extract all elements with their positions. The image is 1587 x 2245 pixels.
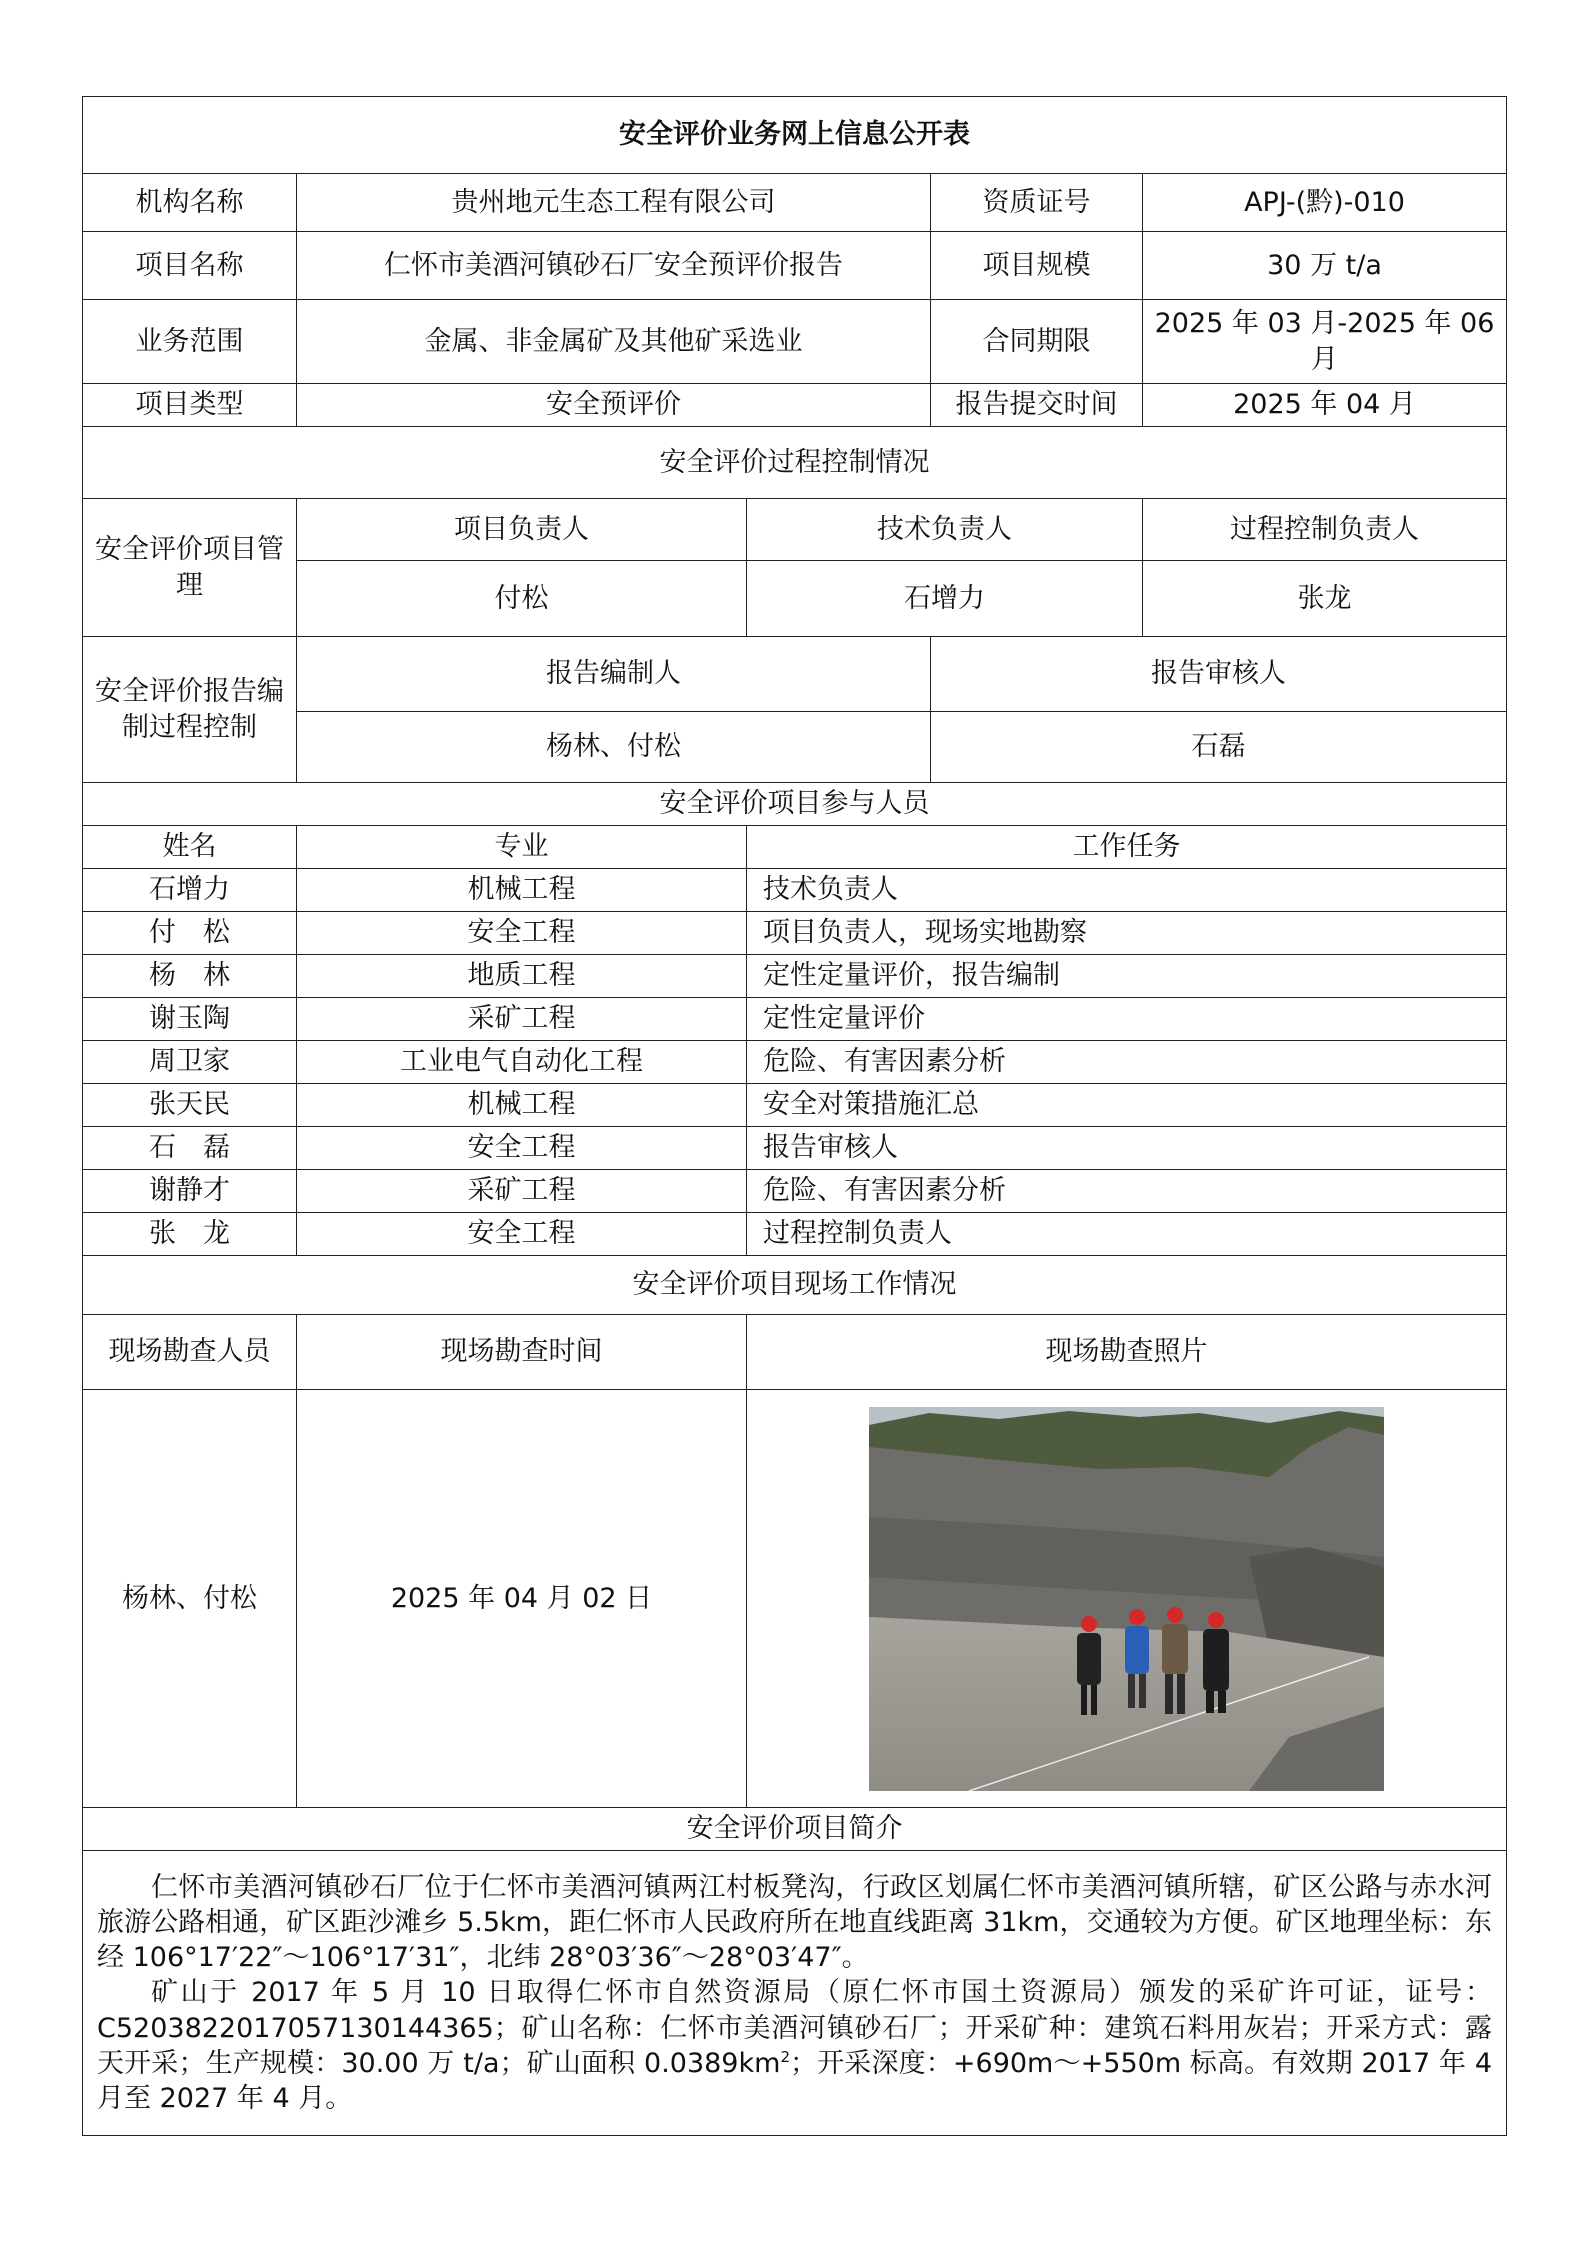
submit-value: 2025 年 04 月 <box>1143 384 1507 427</box>
site-photo-cell <box>747 1390 1507 1808</box>
staff-task: 危险、有害因素分析 <box>747 1041 1507 1084</box>
staff-major: 工业电气自动化工程 <box>297 1041 747 1084</box>
staff-name: 张天民 <box>83 1084 297 1127</box>
staff-row <box>83 912 1507 955</box>
site-time-value: 2025 年 04 月 02 日 <box>297 1390 747 1808</box>
project-value: 仁怀市美酒河镇砂石厂安全预评价报告 <box>297 232 931 300</box>
staff-header-name: 姓名 <box>83 826 297 869</box>
staff-major: 安全工程 <box>297 1127 747 1170</box>
submit-label: 报告提交时间 <box>931 384 1143 427</box>
staff-row <box>83 955 1507 998</box>
intro-body <box>83 1851 1507 2136</box>
compiler-label: 报告编制人 <box>297 637 931 712</box>
staff-name: 付 松 <box>83 912 297 955</box>
staff-name: 谢玉陶 <box>83 998 297 1041</box>
site-time-label: 现场勘查时间 <box>297 1315 747 1390</box>
disclosure-table <box>82 96 1507 2136</box>
staff-name: 周卫家 <box>83 1041 297 1084</box>
staff-task: 技术负责人 <box>747 869 1507 912</box>
staff-major: 安全工程 <box>297 1213 747 1256</box>
staff-header-major: 专业 <box>297 826 747 869</box>
page-title: 安全评价业务网上信息公开表 <box>83 97 1507 174</box>
staff-task: 项目负责人，现场实地勘察 <box>747 912 1507 955</box>
process-lead-value: 张龙 <box>1143 561 1507 637</box>
process-lead-label: 过程控制负责人 <box>1143 499 1507 561</box>
staff-name: 张 龙 <box>83 1213 297 1256</box>
staff-major: 安全工程 <box>297 912 747 955</box>
intro-paragraph-2 <box>97 1975 1492 2115</box>
reviewer-value: 石磊 <box>931 712 1507 783</box>
report-control-label: 安全评价报告编制过程控制 <box>83 637 297 783</box>
compiler-value: 杨林、付松 <box>297 712 931 783</box>
staff-name: 石增力 <box>83 869 297 912</box>
intro-section-title: 安全评价项目简介 <box>83 1808 1507 1851</box>
site-people-label: 现场勘查人员 <box>83 1315 297 1390</box>
term-label: 合同期限 <box>931 300 1143 384</box>
staff-name: 石 磊 <box>83 1127 297 1170</box>
staff-task: 危险、有害因素分析 <box>747 1170 1507 1213</box>
site-section-title: 安全评价项目现场工作情况 <box>83 1256 1507 1315</box>
scale-label: 项目规模 <box>931 232 1143 300</box>
intro-p2-part-b: ；开采深度：+690m～+550m 标高。有效期 2017 年 4 月至 2027 年 4 月。 <box>97 2047 1493 2114</box>
staff-row <box>83 869 1507 912</box>
staff-major: 地质工程 <box>297 955 747 998</box>
staff-major: 采矿工程 <box>297 1170 747 1213</box>
scope-label: 业务范围 <box>83 300 297 384</box>
staff-row <box>83 998 1507 1041</box>
project-lead-label: 项目负责人 <box>297 499 747 561</box>
staff-row <box>83 1170 1507 1213</box>
org-value: 贵州地元生态工程有限公司 <box>297 174 931 232</box>
staff-row <box>83 1213 1507 1256</box>
tech-lead-label: 技术负责人 <box>747 499 1143 561</box>
staff-task: 过程控制负责人 <box>747 1213 1507 1256</box>
intro-paragraph-1: 仁怀市美酒河镇砂石厂位于仁怀市美酒河镇两江村板凳沟，行政区划属仁怀市美酒河镇所辖，矿区公路与赤水河旅游公路相通，矿区距沙滩乡 5.5km，距仁怀市人民政府所在地直线距离 31km，交通较为方便。矿区地理坐标：东经 106°17′22″～106°17′31″，北纬 28°03′36″～28°03′47″。 <box>97 1872 1493 1974</box>
site-people-value: 杨林、付松 <box>83 1390 297 1808</box>
cert-value: APJ-(黔)-010 <box>1143 174 1507 232</box>
staff-major: 机械工程 <box>297 869 747 912</box>
staff-major: 采矿工程 <box>297 998 747 1041</box>
reviewer-label: 报告审核人 <box>931 637 1507 712</box>
type-value: 安全预评价 <box>297 384 931 427</box>
term-value: 2025 年 03 月-2025 年 06 月 <box>1143 300 1507 384</box>
intro-p2-superscript: 2 <box>780 2047 790 2066</box>
tech-lead-value: 石增力 <box>747 561 1143 637</box>
intro-p2-part-a: 矿山于 2017 年 5 月 10 日取得仁怀市自然资源局（原仁怀市国土资源局）颁发的采矿许可证，证号：C5203822017057130144365；矿山名称：仁怀市美酒河镇砂石厂；开采矿种：建筑石料用灰岩；开采方式：露天开采；生产规模：30.00 万 t/a；矿山面积 0.0389km <box>97 1977 1493 2079</box>
staff-task: 安全对策措施汇总 <box>747 1084 1507 1127</box>
org-label: 机构名称 <box>83 174 297 232</box>
staff-row <box>83 1041 1507 1084</box>
site-photo-label: 现场勘查照片 <box>747 1315 1507 1390</box>
type-label: 项目类型 <box>83 384 297 427</box>
scale-value: 30 万 t/a <box>1143 232 1507 300</box>
staff-task: 报告审核人 <box>747 1127 1507 1170</box>
project-lead-value: 付松 <box>297 561 747 637</box>
project-label: 项目名称 <box>83 232 297 300</box>
staff-task: 定性定量评价，报告编制 <box>747 955 1507 998</box>
staff-task: 定性定量评价 <box>747 998 1507 1041</box>
staff-name: 杨 林 <box>83 955 297 998</box>
staff-section-title: 安全评价项目参与人员 <box>83 783 1507 826</box>
staff-header-task: 工作任务 <box>747 826 1507 869</box>
staff-major: 机械工程 <box>297 1084 747 1127</box>
staff-row <box>83 1084 1507 1127</box>
site-photo <box>869 1407 1384 1791</box>
scope-value: 金属、非金属矿及其他矿采选业 <box>297 300 931 384</box>
staff-name: 谢静才 <box>83 1170 297 1213</box>
staff-row <box>83 1127 1507 1170</box>
mgmt-label: 安全评价项目管理 <box>83 499 297 637</box>
cert-label: 资质证号 <box>931 174 1143 232</box>
process-section-title: 安全评价过程控制情况 <box>83 427 1507 499</box>
